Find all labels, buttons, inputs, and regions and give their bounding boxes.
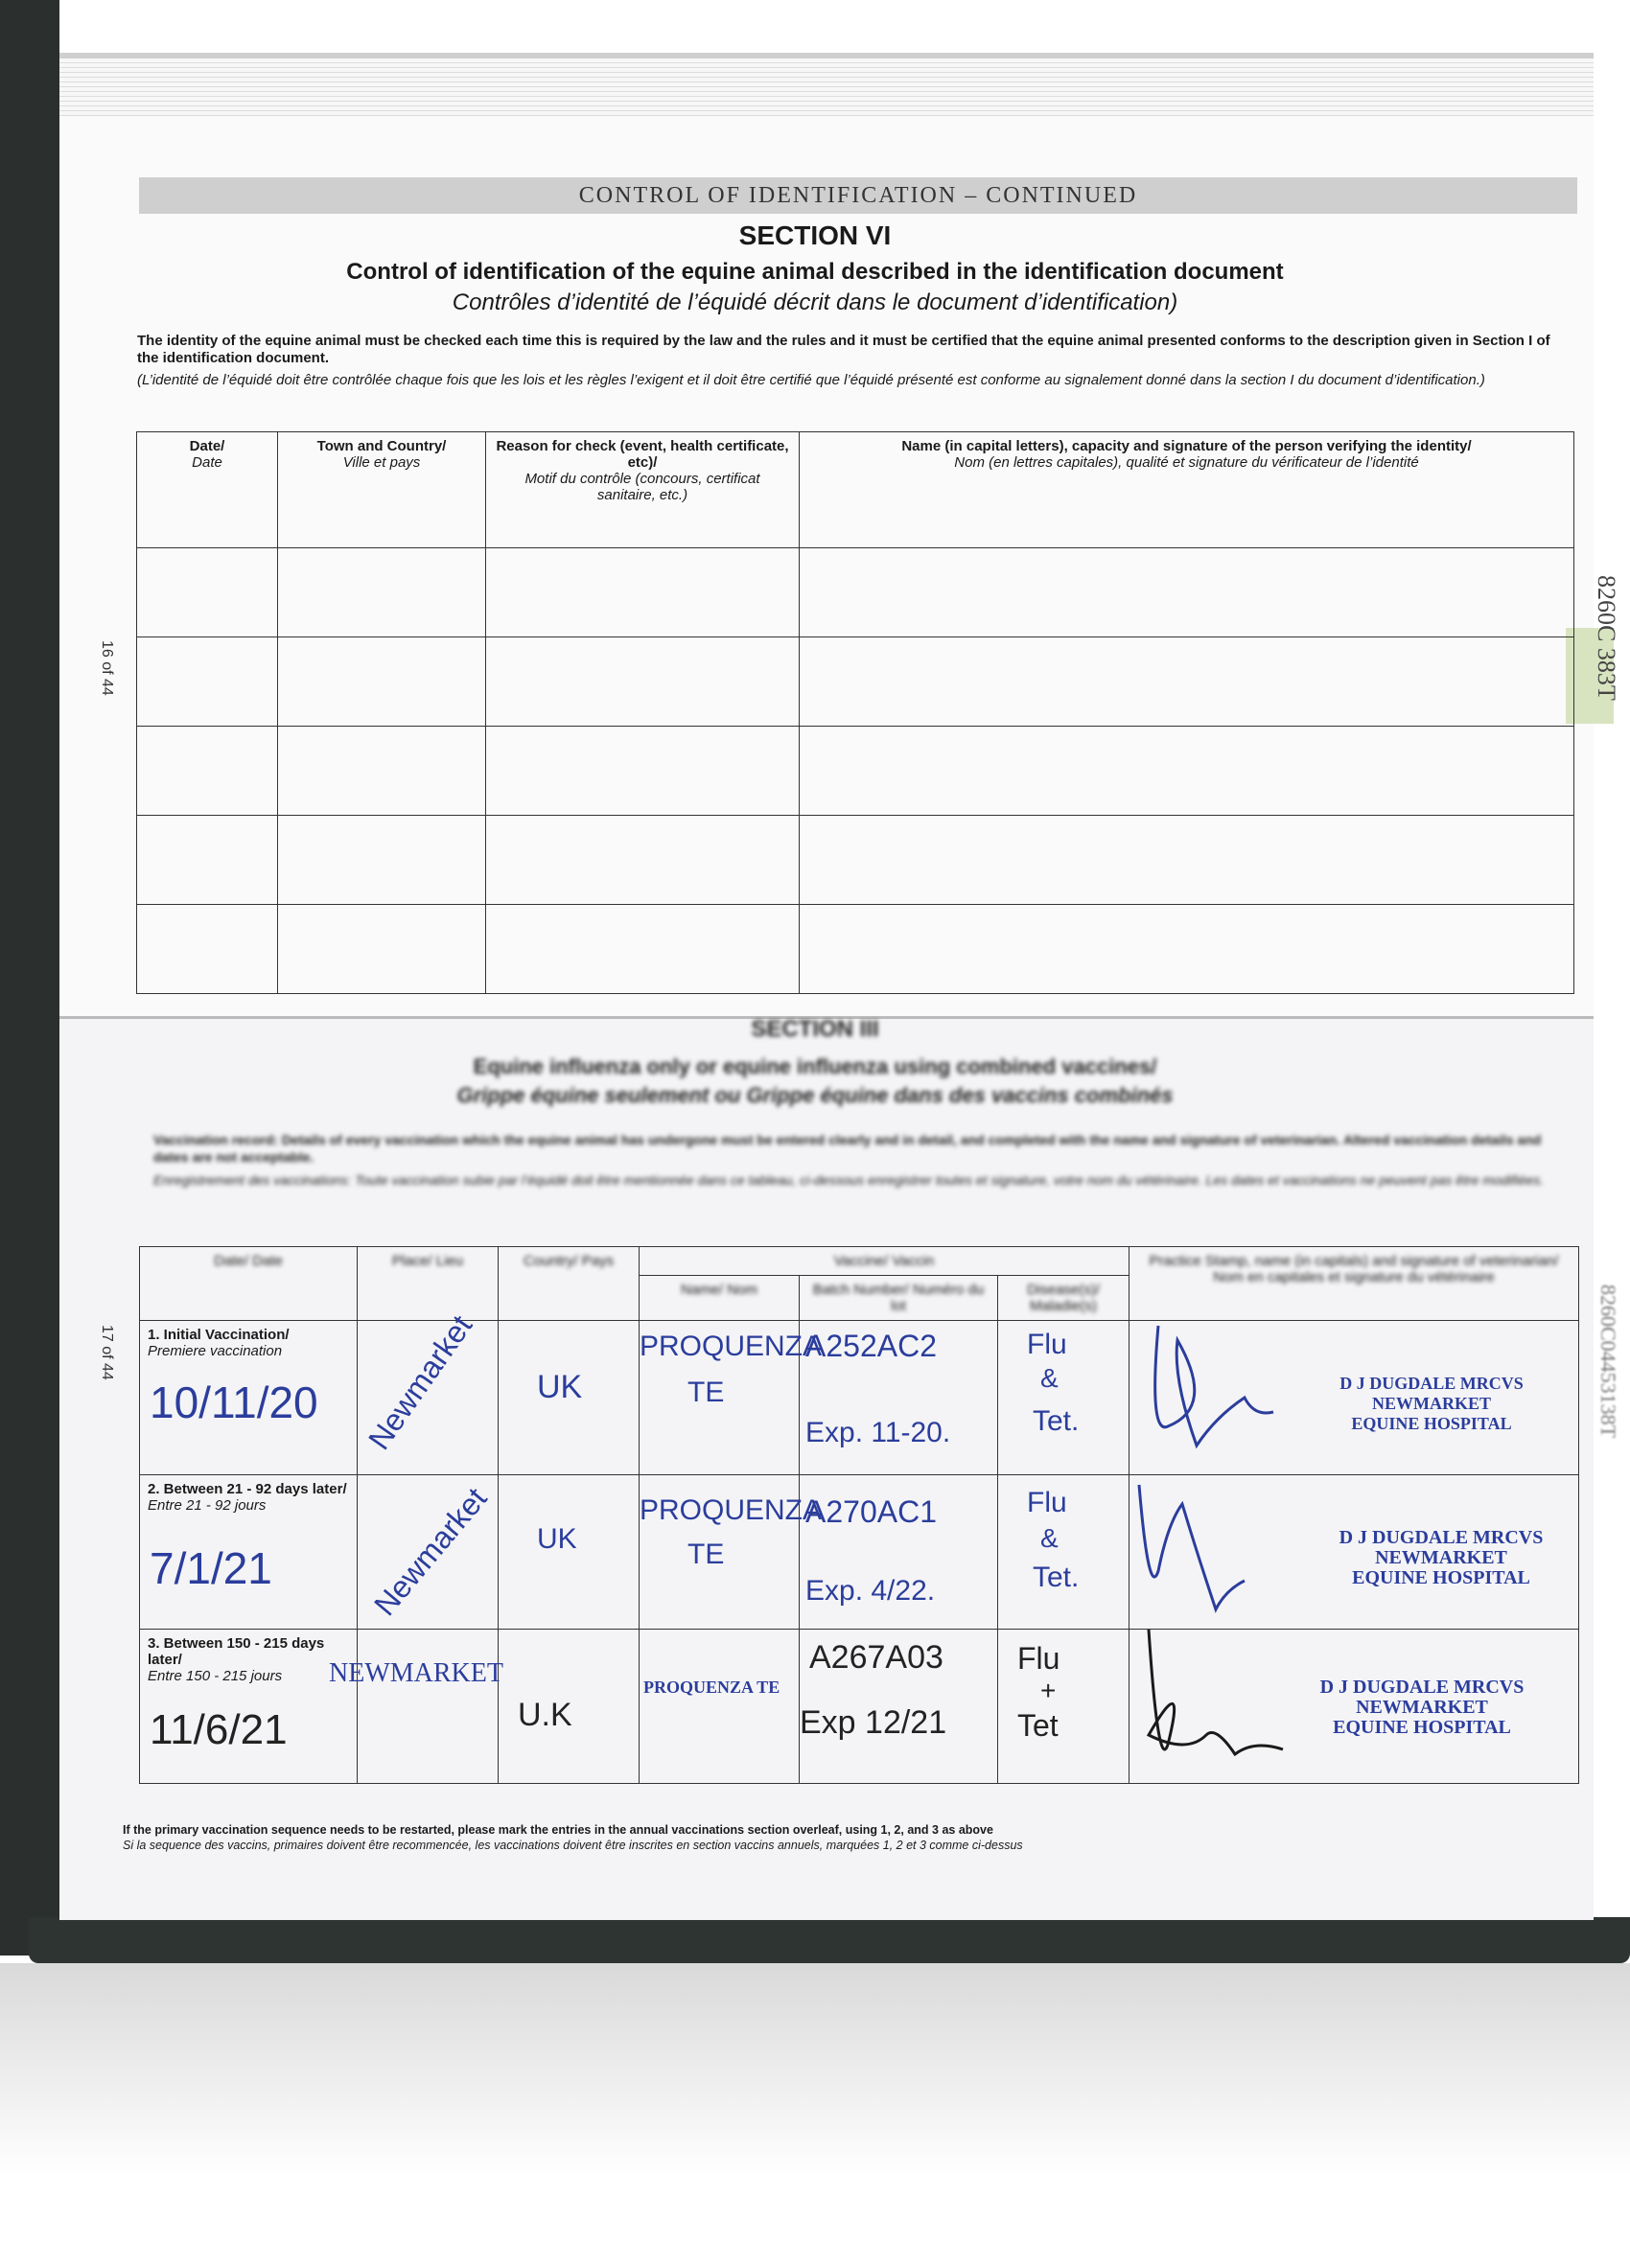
table-header-row xyxy=(137,432,1574,548)
table-row xyxy=(137,905,1574,994)
section-title-fr: Contrôles d’identité de l’équidé décrit dans le document d’identification) xyxy=(452,289,1178,315)
date-cell[interactable]: 3. Between 150 - 215 days later/ Entre 150 - 215 jours 11/6/21 xyxy=(140,1630,358,1784)
handwritten-expiry: Exp 12/21 xyxy=(800,1704,947,1741)
date-cell[interactable] xyxy=(137,816,278,905)
disease-cell[interactable] xyxy=(998,1630,1129,1784)
handwritten-place: Newmarket xyxy=(361,1308,479,1456)
column-header-batch: Batch Number/ Numéro du lot xyxy=(800,1276,998,1321)
column-header-vaccine-name: Name/ Nom xyxy=(640,1276,800,1321)
disease-cell[interactable] xyxy=(998,1475,1129,1630)
vaccination-intro-en: Vaccination record: Details of every vaccination which the equine animal has undergone must be entered clearly and in detail, and completed with the name and signature of veterinarian. Altered vaccination details and dates are not acceptable. xyxy=(153,1132,1542,1165)
town-cell[interactable] xyxy=(278,548,486,637)
verifier-cell[interactable] xyxy=(800,548,1574,637)
section-banner: CONTROL OF IDENTIFICATION – CONTINUED xyxy=(139,177,1577,214)
intro-text-fr: (L’identité de l’équidé doit être contrôlée chaque fois que les lois et les règles l’exigent et il doit être certifié que l’équidé présenté est conforme au signalement donné dans la section I du document d’identification.) xyxy=(137,372,1485,388)
vaccination-row xyxy=(140,1630,1579,1784)
vaccine-name-cell[interactable] xyxy=(640,1630,800,1784)
table-row xyxy=(137,637,1574,727)
column-header-vet: Practice Stamp, name (in capitals) and signature of veterinarian/ Nom en capitales et signature du vétérinaire xyxy=(1129,1247,1579,1321)
handwritten-expiry: Exp. 4/22. xyxy=(805,1575,936,1607)
place-cell[interactable] xyxy=(358,1475,499,1630)
vaccination-title-en: Equine influenza only or equine influenza using combined vaccines/ xyxy=(473,1054,1157,1078)
document-code: 8260C04453138T xyxy=(1596,1284,1620,1439)
vet-signature xyxy=(1129,1475,1283,1619)
column-header-place: Place/ Lieu xyxy=(358,1247,499,1321)
reason-cell[interactable] xyxy=(486,727,800,816)
handwritten-disease-3: Tet. xyxy=(1033,1562,1080,1593)
footnote-en: If the primary vaccination sequence needs to be restarted, please mark the entries in the annual vaccinations section overleaf, using 1, 2, and 3 as above xyxy=(123,1823,993,1837)
handwritten-country: UK xyxy=(537,1369,583,1405)
table-row xyxy=(137,548,1574,637)
handwritten-batch: A252AC2 xyxy=(805,1329,937,1363)
batch-cell[interactable] xyxy=(800,1475,998,1630)
date-cell[interactable] xyxy=(137,637,278,727)
vet-cell[interactable] xyxy=(1129,1321,1579,1475)
reason-cell[interactable] xyxy=(486,905,800,994)
handwritten-place: Newmarket xyxy=(367,1481,494,1623)
table-row xyxy=(137,727,1574,816)
handwritten-disease-2: + xyxy=(1040,1676,1057,1705)
handwritten-disease: Flu xyxy=(1027,1329,1067,1360)
vaccination-table xyxy=(139,1246,1579,1784)
handwritten-country: U.K xyxy=(518,1697,572,1733)
verifier-cell[interactable] xyxy=(800,637,1574,727)
column-header-date: Date/ Date xyxy=(140,1247,358,1321)
reason-cell[interactable] xyxy=(486,816,800,905)
date-cell[interactable]: 2. Between 21 - 92 days later/ Entre 21 - 92 jours 7/1/21 xyxy=(140,1475,358,1630)
document-code: 8260C 383T xyxy=(1593,575,1620,701)
identity-check-table xyxy=(136,431,1574,994)
town-cell[interactable] xyxy=(278,637,486,727)
practice-stamp: D J DUGDALE MRCVS NEWMARKET EQUINE HOSPITAL xyxy=(1339,1527,1544,1588)
town-cell[interactable] xyxy=(278,905,486,994)
reason-cell[interactable] xyxy=(486,637,800,727)
scan-background xyxy=(0,1963,1630,2268)
vaccine-name-cell[interactable] xyxy=(640,1475,823,1630)
country-cell[interactable] xyxy=(499,1475,640,1630)
booklet-cover-edge xyxy=(29,1917,1630,1963)
verifier-cell[interactable] xyxy=(800,727,1574,816)
batch-cell[interactable] xyxy=(800,1630,998,1784)
column-header-disease: Disease(s)/ Maladie(s) xyxy=(998,1276,1129,1321)
column-header-reason: Reason for check (event, health certificate, etc)/ Motif du contrôle (concours, certificat sanitaire, etc.) xyxy=(486,432,800,548)
place-cell[interactable] xyxy=(329,1630,503,1784)
disease-cell[interactable] xyxy=(998,1321,1129,1475)
practice-stamp: D J DUGDALE MRCVS NEWMARKET EQUINE HOSPITAL xyxy=(1319,1677,1525,1738)
column-header-country: Country/ Pays xyxy=(499,1247,640,1321)
vaccine-stamp: PROQUENZA TE xyxy=(643,1678,780,1697)
vaccination-title-fr: Grippe équine seulement ou Grippe équine dans des vaccins combinés xyxy=(456,1083,1174,1107)
vaccination-row xyxy=(140,1321,1579,1475)
page-number: 17 of 44 xyxy=(99,1325,115,1380)
handwritten-disease: Flu xyxy=(1027,1487,1067,1518)
table-row xyxy=(137,816,1574,905)
handwritten-vaccine-2: TE xyxy=(687,1377,725,1408)
vet-cell[interactable] xyxy=(1129,1475,1579,1630)
vet-signature xyxy=(1129,1630,1292,1773)
footnote-fr: Si la sequence des vaccins, primaires doivent être recommencée, les vaccinations doivent être inscrites en section vaccins annuels, marquées 1, 2 et 3 comme ci-dessus xyxy=(123,1839,1023,1852)
handwritten-disease-3: Tet xyxy=(1017,1708,1059,1743)
practice-stamp: D J DUGDALE MRCVS NEWMARKET EQUINE HOSPITAL xyxy=(1339,1374,1524,1433)
handwritten-date: 7/1/21 xyxy=(150,1543,272,1593)
handwritten-disease-2: & xyxy=(1040,1523,1059,1553)
handwritten-batch: A270AC1 xyxy=(805,1494,937,1529)
handwritten-vaccine: PROQUENZA xyxy=(640,1331,823,1362)
vet-cell[interactable] xyxy=(1129,1630,1579,1784)
verifier-cell[interactable] xyxy=(800,905,1574,994)
section-title-en: Control of identification of the equine animal described in the identification document xyxy=(346,259,1284,285)
place-stamp: NEWMARKET xyxy=(329,1658,503,1688)
date-cell[interactable] xyxy=(137,727,278,816)
column-header-vaccine: Vaccine/ Vaccin xyxy=(640,1247,1129,1276)
country-cell[interactable] xyxy=(499,1630,640,1784)
date-cell[interactable] xyxy=(137,548,278,637)
table-header-row xyxy=(140,1247,1579,1276)
handwritten-disease-3: Tet. xyxy=(1033,1405,1080,1437)
country-cell[interactable] xyxy=(499,1321,640,1475)
section-heading: SECTION VI xyxy=(738,220,892,250)
handwritten-country: UK xyxy=(537,1523,577,1555)
place-cell[interactable] xyxy=(358,1308,499,1475)
date-cell[interactable]: 1. Initial Vaccination/ Premiere vaccination 10/11/20 xyxy=(140,1321,358,1475)
handwritten-expiry: Exp. 11-20. xyxy=(805,1417,951,1448)
handwritten-date: 11/6/21 xyxy=(150,1706,288,1753)
vaccination-intro-fr: Enregistrement des vaccinations: Toute vaccination subie par l’équidé doit être mentionnée dans ce tableau, ci-dessous enregistrer toutes et signature, votre nom du vétérinaire. Les dates et vaccinations ne peuvent pas être modifiées. xyxy=(153,1172,1545,1188)
verifier-cell[interactable] xyxy=(800,816,1574,905)
column-header-town: Town and Country/ Ville et pays xyxy=(278,432,486,548)
town-cell[interactable] xyxy=(278,816,486,905)
vaccination-row xyxy=(140,1475,1579,1630)
reason-cell[interactable] xyxy=(486,548,800,637)
column-header-date: Date/ Date xyxy=(137,432,278,548)
vaccination-section-heading: SECTION III xyxy=(751,1016,879,1042)
handwritten-disease-2: & xyxy=(1040,1363,1059,1393)
date-cell[interactable] xyxy=(137,905,278,994)
batch-cell[interactable] xyxy=(800,1321,998,1475)
vaccine-name-cell[interactable] xyxy=(640,1321,823,1475)
page-number: 16 of 44 xyxy=(99,640,115,696)
handwritten-disease: Flu xyxy=(1017,1641,1060,1676)
handwritten-batch: A267A03 xyxy=(809,1639,943,1676)
column-header-verifier: Name (in capital letters), capacity and signature of the person verifying the identity/ Nom (en lettres capitales), qualité et signature du vérificateur de l’identité xyxy=(800,432,1574,548)
handwritten-vaccine: PROQUENZA xyxy=(640,1494,823,1526)
vet-signature xyxy=(1139,1321,1292,1455)
town-cell[interactable] xyxy=(278,727,486,816)
intro-text-en: The identity of the equine animal must be checked each time this is required by the law and the rules and it must be certified that the equine animal presented conforms to the description given in Section I of the identification document. xyxy=(137,333,1550,366)
handwritten-vaccine-2: TE xyxy=(687,1539,725,1570)
stacked-page-edges xyxy=(59,58,1594,116)
handwritten-date: 10/11/20 xyxy=(150,1377,318,1427)
